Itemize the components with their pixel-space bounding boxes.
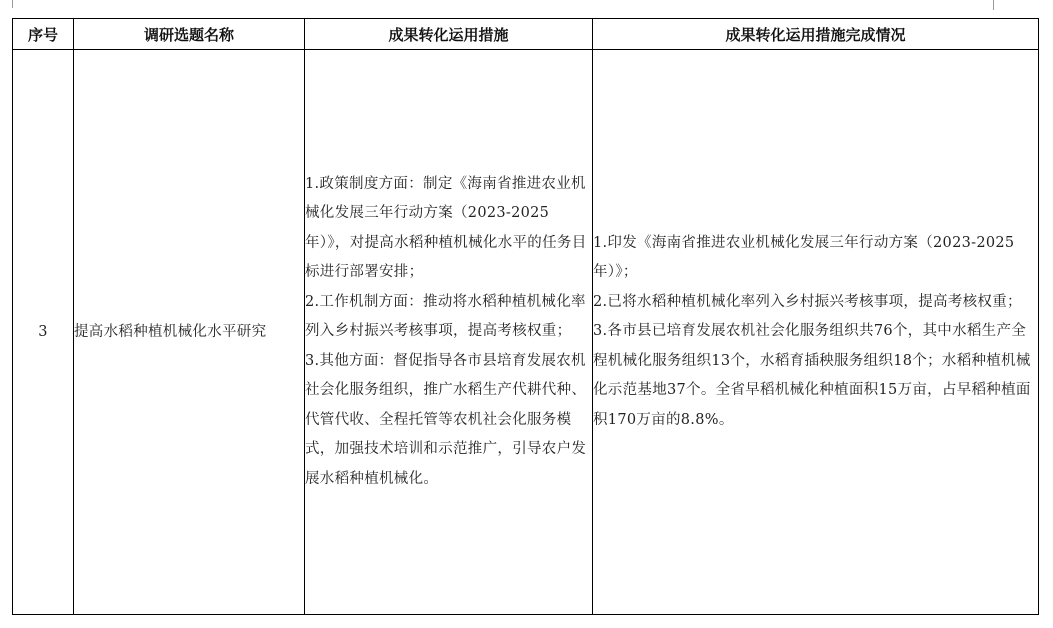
status-item-2: 2.已将水稻种植机械化率列入乡村振兴考核事项，提高考核权重； [593, 293, 1022, 310]
measure-item-2: 2.工作机制方面：推动将水稻种植机械化率列入乡村振兴考核事项，提高考核权重； [305, 293, 586, 340]
header-status: 成果转化运用措施完成情况 [593, 19, 1039, 50]
row-measures [305, 50, 593, 615]
row-topic: 提高水稻种植机械化水平研究 [74, 50, 305, 615]
status-item-3: 3.各市县已培育发展农机社会化服务组织共76个，其中水稻生产全程机械化服务组织13个，水稻育插秧服务组织18个；水稻种植机械化示范基地37个。全省早稻机械化种植面积15万亩，占早稻种植面积170万亩的8.8%。 [593, 323, 1031, 428]
measure-item-1: 1.政策制度方面：制定《海南省推进农业机械化发展三年行动方案（2023-2025年）》，对提高水稻种植机械化水平的任务目标进行部署安排； [305, 175, 587, 281]
row-status [593, 50, 1039, 615]
header-measures: 成果转化运用措施 [305, 19, 593, 50]
table-header-row [13, 19, 1039, 50]
status-item-1: 1.印发《海南省推进农业机械化发展三年行动方案（2023-2025年）》； [593, 234, 1015, 281]
measure-item-3: 3.其他方面：督促指导各市县培育发展农机社会化服务组织，推广水稻生产代耕代种、代管代收、全程托管等农机社会化服务模式，加强技术培训和示范推广，引导农户发展水稻种植机械化。 [305, 352, 587, 487]
table-row [13, 50, 1039, 615]
header-topic: 调研选题名称 [74, 19, 305, 50]
page-corner-mark-left [0, 0, 13, 8]
results-table [12, 18, 1039, 615]
page-corner-mark-right [993, 0, 994, 10]
header-index: 序号 [13, 19, 74, 50]
row-index: 3 [13, 50, 74, 615]
